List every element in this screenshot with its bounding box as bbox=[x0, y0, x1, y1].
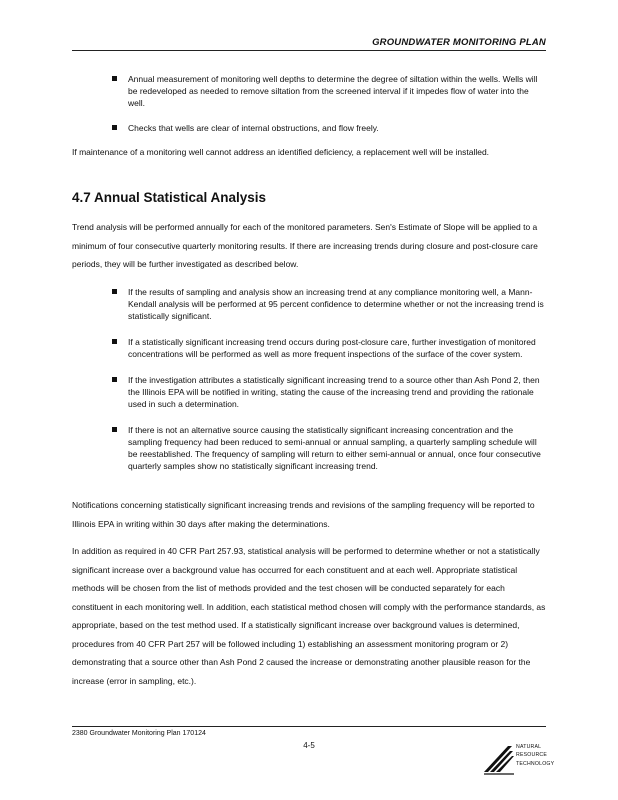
header-divider bbox=[72, 50, 546, 51]
paragraph-notifications: Notifications concerning statistically significant increasing trends and revisions of the sampling frequency will be reported to Illinois EPA in writing within 30 days after making the determinations. bbox=[72, 500, 535, 529]
running-header-title: GROUNDWATER MONITORING PLAN bbox=[372, 37, 546, 48]
list-item-text: If a statistically significant increasing trend occurs during post-closure care, further investigation of monitored concentrations will be performed as well as more frequent inspections of the surface of the cover system. bbox=[128, 337, 536, 359]
bullet-square-icon bbox=[112, 339, 117, 344]
list-item-text: If the investigation attributes a statistically significant increasing trend to a source other than Ash Pond 2, then the Illinois EPA will be notified in writing, stating the cause of the increasing trend and providing the rationale used in such a determination. bbox=[128, 375, 540, 409]
bullet-square-icon bbox=[112, 289, 117, 294]
nrt-logo-mark-icon bbox=[482, 740, 516, 776]
list-item-text: If the results of sampling and analysis show an increasing trend at any compliance monitoring well, a Mann-Kendall analysis will be performed at 95 percent confidence to determine whether or not the increasing trend is statistically significant. bbox=[128, 287, 544, 321]
section-heading: 4.7 Annual Statistical Analysis bbox=[72, 190, 267, 205]
nrt-logo-wordmark bbox=[516, 743, 554, 768]
logo-line: NATURAL bbox=[516, 744, 542, 750]
footer-divider bbox=[72, 726, 546, 727]
logo-line: RESOURCE bbox=[516, 752, 548, 759]
list-item-text: Checks that wells are clear of internal obstructions, and flow freely. bbox=[128, 123, 379, 133]
trend-bullet-list bbox=[112, 286, 546, 472]
paragraph-trend-analysis: Trend analysis will be performed annually for each of the monitored parameters. Sen's Estimate of Slope will be applied to a minimum of four consecutive quarterly monitoring results. If there are increasing trends during closure and post-closure care periods, they will be further investigated as described below. bbox=[72, 222, 538, 269]
bullet-square-icon bbox=[112, 377, 117, 382]
top-bullet-list bbox=[112, 73, 546, 134]
list-item bbox=[112, 286, 546, 322]
logo-line: TECHNOLOGY bbox=[516, 760, 555, 767]
footer-document-id: 2380 Groundwater Monitoring Plan 170124 bbox=[72, 730, 206, 737]
list-item-text: Annual measurement of monitoring well depths to determine the degree of siltation within the wells. Wells will be redeveloped as needed to remove siltation from the screened interval if it impedes flow of water into the well. bbox=[128, 74, 538, 108]
page-number: 4-5 bbox=[303, 741, 315, 750]
list-item-text: If there is not an alternative source causing the statistically significant increasing concentration and the sampling frequency had been reduced to semi-annual or annual sampling, a quarterly sampling schedule will be reestablished. The frequency of sampling will return to either semi-annual or annual, once four consecutive quarterly samples show no statistically significant increasing trend. bbox=[128, 425, 541, 471]
list-item bbox=[112, 336, 546, 360]
bullet-square-icon bbox=[112, 427, 117, 432]
list-item bbox=[112, 374, 546, 410]
list-item bbox=[112, 424, 546, 472]
bullet-square-icon bbox=[112, 125, 117, 130]
nrt-logo bbox=[482, 740, 562, 776]
paragraph-replacement-well: If maintenance of a monitoring well cannot address an identified deficiency, a replacement well will be installed. bbox=[72, 147, 490, 157]
list-item bbox=[112, 73, 546, 109]
list-item bbox=[112, 122, 546, 134]
bullet-square-icon bbox=[112, 76, 117, 81]
paragraph-40-cfr: In addition as required in 40 CFR Part 257.93, statistical analysis will be performed to determine whether or not a statistically significant increase over a background value has occurred for each constituent and at each well. Appropriate statistical methods will be chosen from the list of methods provided and the test chosen will be conducted separately for each constituent in each monitoring well. In addition, each statistical method chosen will comply with the performance standards, as appropriate, based on the test method used. If a statistically significant increase over background values is determined, procedures from 40 CFR Part 257 will be followed including 1) establishing an assessment monitoring program or 2) demonstrating that a source other than Ash Pond 2 caused the increase or demonstrating another plausible reason for the increase (error in sampling, etc.). bbox=[72, 546, 546, 686]
